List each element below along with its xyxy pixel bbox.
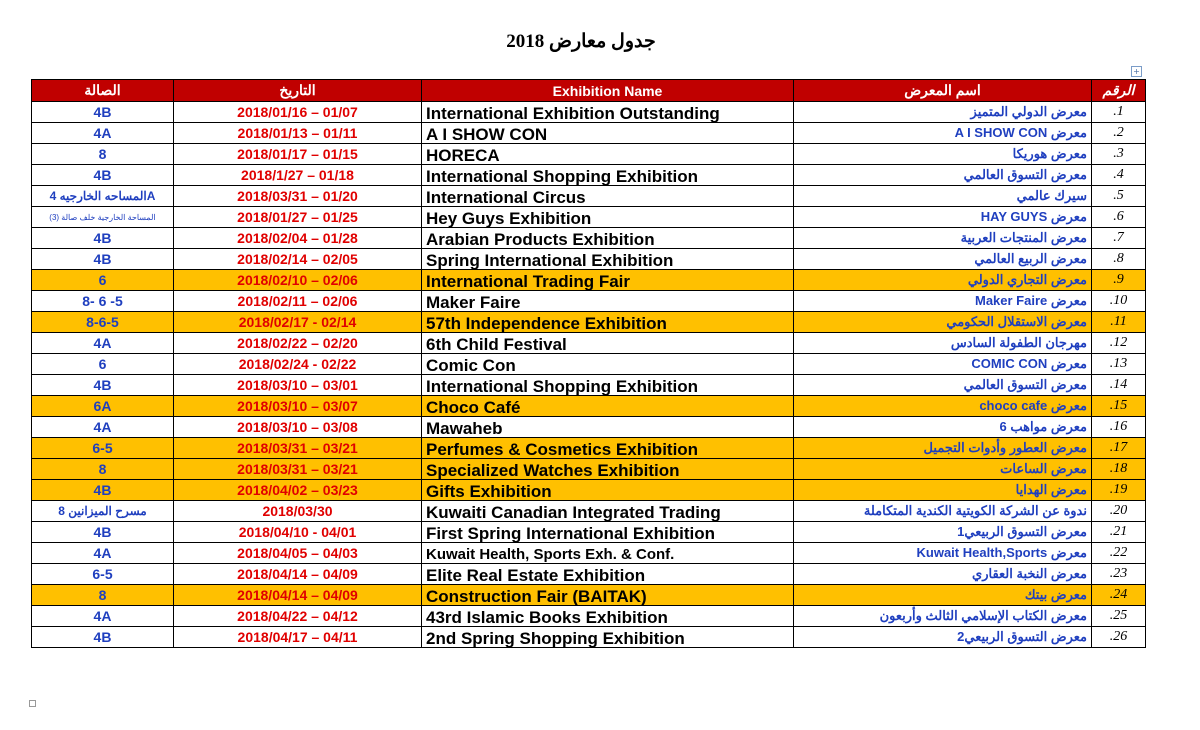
exhibitions-table — [31, 79, 1146, 648]
exhibition-name-cell: HORECA — [422, 144, 794, 165]
date-cell: 2018/03/10 – 03/01 — [174, 375, 422, 396]
date-cell: 2018/03/10 – 03/08 — [174, 417, 422, 438]
table-row — [32, 459, 1146, 480]
date-cell: 2018/02/22 – 02/20 — [174, 333, 422, 354]
exhibition-name-arabic-cell: معرض هوريكا — [794, 144, 1092, 165]
date-cell: 2018/03/10 – 03/07 — [174, 396, 422, 417]
table-row — [32, 312, 1146, 333]
hall-cell: 8 — [32, 585, 174, 606]
table-header-row — [32, 80, 1146, 102]
exhibition-name-cell: Hey Guys Exhibition — [422, 207, 794, 228]
table-row — [32, 417, 1146, 438]
exhibition-name-cell: 43rd Islamic Books Exhibition — [422, 606, 794, 627]
hall-cell: 4B — [32, 165, 174, 186]
date-cell: 2018/02/24 - 02/22 — [174, 354, 422, 375]
date-cell: 2018/03/30 — [174, 501, 422, 522]
table-row — [32, 564, 1146, 585]
index-cell: .16 — [1092, 417, 1146, 438]
exhibition-name-cell: Mawaheb — [422, 417, 794, 438]
index-cell: .2 — [1092, 123, 1146, 144]
exhibition-name-arabic-cell: مهرجان الطفولة السادس — [794, 333, 1092, 354]
table-row — [32, 333, 1146, 354]
exhibition-name-cell: 6th Child Festival — [422, 333, 794, 354]
hall-cell: 4B — [32, 375, 174, 396]
document-title: جدول معارض 2018 — [506, 31, 656, 52]
table-body — [32, 102, 1146, 648]
index-cell: .20 — [1092, 501, 1146, 522]
table-row — [32, 522, 1146, 543]
exhibition-name-arabic-cell: معرض التجاري الدولي — [794, 270, 1092, 291]
hall-cell: 4B — [32, 480, 174, 501]
index-cell: .11 — [1092, 312, 1146, 333]
exhibition-name-arabic-cell: معرض choco cafe — [794, 396, 1092, 417]
table-row — [32, 102, 1146, 123]
exhibition-name-arabic-cell: معرض النخبة العقاري — [794, 564, 1092, 585]
exhibition-name-cell: Perfumes & Cosmetics Exhibition — [422, 438, 794, 459]
table-row — [32, 165, 1146, 186]
table-row — [32, 354, 1146, 375]
hall-cell: 8 — [32, 144, 174, 165]
table-row — [32, 249, 1146, 270]
exhibition-name-arabic-cell: معرض العطور وأدوات التجميل — [794, 438, 1092, 459]
hall-cell: 4A — [32, 123, 174, 144]
index-cell: .25 — [1092, 606, 1146, 627]
hall-cell: 4B — [32, 228, 174, 249]
exhibition-name-cell: 2nd Spring Shopping Exhibition — [422, 627, 794, 648]
table-row — [32, 480, 1146, 501]
index-cell: .21 — [1092, 522, 1146, 543]
exhibition-name-arabic-cell: معرض الهدايا — [794, 480, 1092, 501]
date-cell: 2018/04/14 – 04/09 — [174, 585, 422, 606]
exhibition-name-cell: Specialized Watches Exhibition — [422, 459, 794, 480]
index-cell: .12 — [1092, 333, 1146, 354]
exhibition-name-arabic-cell: معرض بيتك — [794, 585, 1092, 606]
exhibition-name-cell: Comic Con — [422, 354, 794, 375]
date-cell: 2018/03/31 – 03/21 — [174, 438, 422, 459]
hall-cell: المساحه الخارجيه 4A — [32, 186, 174, 207]
index-cell: .5 — [1092, 186, 1146, 207]
date-cell: 2018/1/27 – 01/18 — [174, 165, 422, 186]
hall-cell: 4A — [32, 417, 174, 438]
date-cell: 2018/01/17 – 01/15 — [174, 144, 422, 165]
table-row — [32, 438, 1146, 459]
date-cell: 2018/03/31 – 03/21 — [174, 459, 422, 480]
hall-cell: 4A — [32, 543, 174, 564]
exhibition-name-cell: International Trading Fair — [422, 270, 794, 291]
date-cell: 2018/01/16 – 01/07 — [174, 102, 422, 123]
header-date: التاريخ — [174, 80, 422, 102]
table-row — [32, 186, 1146, 207]
date-cell: 2018/02/04 – 01/28 — [174, 228, 422, 249]
hall-cell: 4B — [32, 249, 174, 270]
date-cell: 2018/01/13 – 01/11 — [174, 123, 422, 144]
index-cell: .14 — [1092, 375, 1146, 396]
index-cell: .19 — [1092, 480, 1146, 501]
table-row — [32, 291, 1146, 312]
hall-cell: 6-5 — [32, 564, 174, 585]
exhibition-name-arabic-cell: معرض الساعات — [794, 459, 1092, 480]
exhibition-name-arabic-cell: معرض الاستقلال الحكومي — [794, 312, 1092, 333]
exhibition-name-arabic-cell: معرض الكتاب الإسلامي الثالث وأربعون — [794, 606, 1092, 627]
table-row — [32, 543, 1146, 564]
hall-cell: 4A — [32, 606, 174, 627]
table-row — [32, 627, 1146, 648]
index-cell: .18 — [1092, 459, 1146, 480]
exhibition-name-arabic-cell: معرض مواهب 6 — [794, 417, 1092, 438]
exhibition-name-arabic-cell: معرض HAY GUYS — [794, 207, 1092, 228]
date-cell: 2018/03/31 – 01/20 — [174, 186, 422, 207]
hall-cell: 4B — [32, 522, 174, 543]
exhibition-name-cell: First Spring International Exhibition — [422, 522, 794, 543]
exhibition-name-arabic-cell: سيرك عالمي — [794, 186, 1092, 207]
exhibition-name-arabic-cell: معرض Kuwait Health,Sports — [794, 543, 1092, 564]
exhibition-name-cell: Spring International Exhibition — [422, 249, 794, 270]
hall-cell: 8-6-5 — [32, 312, 174, 333]
index-cell: .22 — [1092, 543, 1146, 564]
index-cell: .26 — [1092, 627, 1146, 648]
exhibition-name-cell: Arabian Products Exhibition — [422, 228, 794, 249]
hall-cell: 4A — [32, 333, 174, 354]
date-cell: 2018/04/02 – 03/23 — [174, 480, 422, 501]
exhibition-name-cell: A I SHOW CON — [422, 123, 794, 144]
header-hall: الصالة — [32, 80, 174, 102]
hall-cell: 8 — [32, 459, 174, 480]
hall-cell: المساحة الخارجية خلف صالة (3) — [32, 207, 174, 228]
index-cell: .3 — [1092, 144, 1146, 165]
exhibition-name-cell: International Shopping Exhibition — [422, 375, 794, 396]
hall-cell: 4B — [32, 627, 174, 648]
date-cell: 2018/04/17 – 04/11 — [174, 627, 422, 648]
date-cell: 2018/02/14 – 02/05 — [174, 249, 422, 270]
date-cell: 2018/04/10 - 04/01 — [174, 522, 422, 543]
exhibition-name-arabic-cell: معرض A I SHOW CON — [794, 123, 1092, 144]
index-cell: .15 — [1092, 396, 1146, 417]
table-row — [32, 228, 1146, 249]
index-cell: .24 — [1092, 585, 1146, 606]
exhibition-name-cell: International Exhibition Outstanding — [422, 102, 794, 123]
exhibition-name-arabic-cell: معرض الربيع العالمي — [794, 249, 1092, 270]
exhibition-name-arabic-cell: معرض COMIC CON — [794, 354, 1092, 375]
index-cell: .13 — [1092, 354, 1146, 375]
header-exhibition-name-arabic: اسم المعرض — [794, 80, 1092, 102]
exhibition-name-arabic-cell: معرض التسوق العالمي — [794, 375, 1092, 396]
table-row — [32, 375, 1146, 396]
table-row — [32, 123, 1146, 144]
hall-cell: 6A — [32, 396, 174, 417]
index-cell: .7 — [1092, 228, 1146, 249]
index-cell: .9 — [1092, 270, 1146, 291]
exhibition-name-arabic-cell: معرض التسوق العالمي — [794, 165, 1092, 186]
date-cell: 2018/01/27 – 01/25 — [174, 207, 422, 228]
exhibition-name-arabic-cell: ندوة عن الشركة الكويتية الكندية المتكاملة — [794, 501, 1092, 522]
exhibition-name-cell: Construction Fair (BAITAK) — [422, 585, 794, 606]
date-cell: 2018/02/11 – 02/06 — [174, 291, 422, 312]
header-index: الرقم — [1092, 80, 1146, 102]
table-row — [32, 396, 1146, 417]
header-exhibition-name: Exhibition Name — [422, 80, 794, 102]
exhibition-name-cell: Choco Café — [422, 396, 794, 417]
table-row — [32, 270, 1146, 291]
exhibition-name-cell: International Shopping Exhibition — [422, 165, 794, 186]
exhibition-name-cell: Kuwaiti Canadian Integrated Trading — [422, 501, 794, 522]
table-resize-handle[interactable] — [29, 700, 36, 707]
exhibition-name-cell: International Circus — [422, 186, 794, 207]
table-row — [32, 606, 1146, 627]
date-cell: 2018/04/05 – 04/03 — [174, 543, 422, 564]
hall-cell: 6-5 — [32, 438, 174, 459]
exhibition-name-arabic-cell: معرض الدولي المتميز — [794, 102, 1092, 123]
index-cell: .10 — [1092, 291, 1146, 312]
exhibition-name-cell: Elite Real Estate Exhibition — [422, 564, 794, 585]
table-row — [32, 585, 1146, 606]
index-cell: .4 — [1092, 165, 1146, 186]
index-cell: .17 — [1092, 438, 1146, 459]
exhibition-name-arabic-cell: معرض التسوق الربيعي1 — [794, 522, 1092, 543]
hall-cell: 6 — [32, 270, 174, 291]
index-cell: .23 — [1092, 564, 1146, 585]
exhibition-name-cell: 57th Independence Exhibition — [422, 312, 794, 333]
index-cell: .1 — [1092, 102, 1146, 123]
table-move-handle-icon[interactable]: + — [1131, 66, 1142, 77]
date-cell: 2018/02/17 - 02/14 — [174, 312, 422, 333]
table-row — [32, 501, 1146, 522]
exhibition-name-cell: Kuwait Health, Sports Exh. & Conf. — [422, 543, 794, 564]
index-cell: .8 — [1092, 249, 1146, 270]
date-cell: 2018/02/10 – 02/06 — [174, 270, 422, 291]
exhibition-name-cell: Gifts Exhibition — [422, 480, 794, 501]
hall-cell: 8- 6 -5 — [32, 291, 174, 312]
exhibition-name-cell: Maker Faire — [422, 291, 794, 312]
date-cell: 2018/04/22 – 04/12 — [174, 606, 422, 627]
hall-cell: 4B — [32, 102, 174, 123]
table-row — [32, 144, 1146, 165]
table-row — [32, 207, 1146, 228]
hall-cell: 6 — [32, 354, 174, 375]
date-cell: 2018/04/14 – 04/09 — [174, 564, 422, 585]
exhibition-name-arabic-cell: معرض التسوق الربيعي2 — [794, 627, 1092, 648]
index-cell: .6 — [1092, 207, 1146, 228]
hall-cell: مسرح الميزانين 8 — [32, 501, 174, 522]
exhibition-name-arabic-cell: معرض Maker Faire — [794, 291, 1092, 312]
exhibition-name-arabic-cell: معرض المنتجات العربية — [794, 228, 1092, 249]
